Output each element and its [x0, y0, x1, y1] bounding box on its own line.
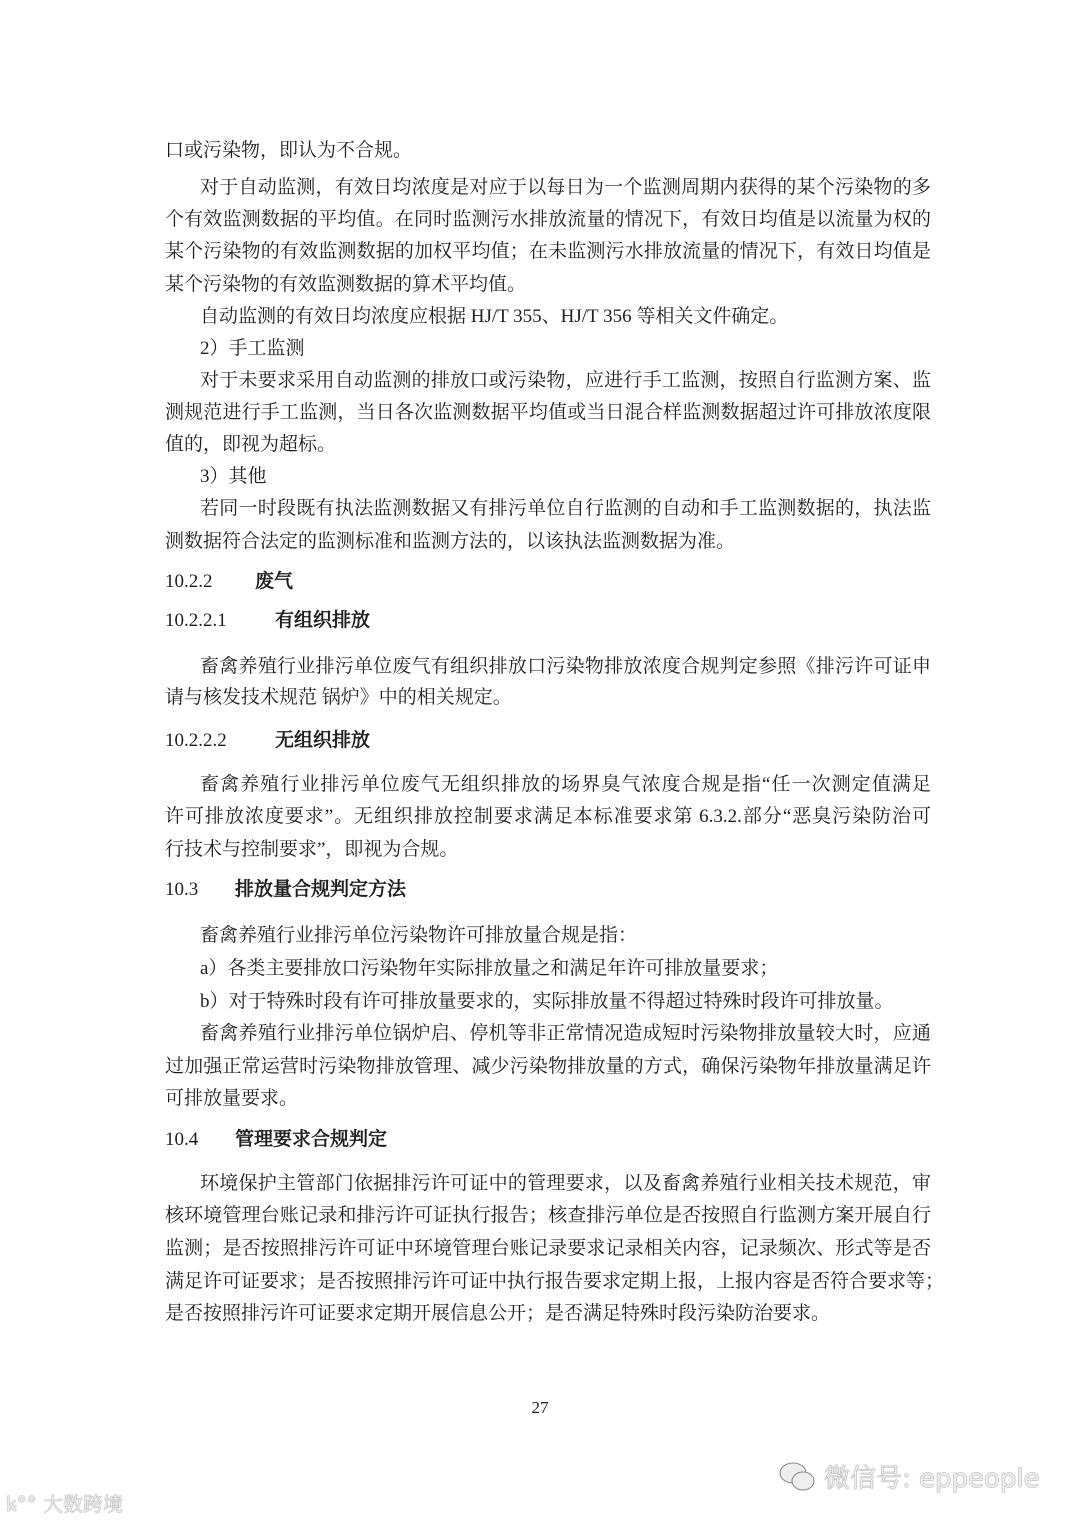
watermark-logo-icon: ꝃ°°: [6, 1492, 37, 1516]
section-number: 10.4: [165, 1129, 199, 1150]
text-line: 满足许可证要求；是否按照排污许可证中执行报告要求定期上报，上报内容是否符合要求等；: [165, 1271, 945, 1292]
text-line: 是否按照排污许可证要求定期开展信息公开；是否满足特殊时段污染防治要求。: [165, 1303, 831, 1324]
section-number: 10.2.2: [165, 571, 213, 592]
wechat-icon: [778, 1460, 818, 1494]
text-line: 3）其他: [200, 466, 267, 487]
watermark-left: [6, 1488, 123, 1517]
text-line: 可排放量要求。: [165, 1088, 299, 1109]
text-line: a）各类主要排放口污染物年实际排放量之和满足年许可排放量要求；: [200, 958, 779, 979]
text-line: 许可排放浓度要求”。无组织排放控制要求满足本标准要求第 6.3.2.部分“恶臭污染防治可: [165, 806, 931, 827]
text-line: 口或污染物，即认为不合规。: [165, 140, 413, 161]
section-heading: [165, 727, 931, 753]
text-line: 畜禽养殖行业排污单位污染物许可排放量合规是指：: [200, 925, 638, 946]
text-line: 畜禽养殖行业排污单位废气无组织排放的场界臭气浓度合规是指“任一次测定值满足: [200, 774, 931, 795]
text-line: 测数据符合法定的监测标准和监测方法的，以该执法监测数据为准。: [165, 531, 736, 552]
section-title: 管理要求合规判定: [235, 1128, 388, 1150]
section-heading: [165, 876, 931, 902]
watermark-left-text: 大数跨境: [43, 1492, 124, 1516]
text-line: 监测；是否按照排污许可证中环境管理台账记录要求记录相关内容，记录频次、形式等是否: [165, 1238, 931, 1259]
text-line: 行技术与控制要求”，即视为合规。: [165, 839, 459, 860]
text-line: 2）手工监测: [200, 338, 305, 359]
text-line: 值的，即视为超标。: [165, 434, 337, 455]
section-number: 10.2.2.2: [165, 730, 227, 751]
section-title: 排放量合规判定方法: [235, 878, 407, 900]
text-line: 请与核发技术规范 锅炉》中的相关规定。: [165, 687, 512, 708]
section-number: 10.2.2.1: [165, 610, 227, 631]
section-heading: [165, 568, 931, 594]
text-line: 若同一时段既有执法监测数据又有排污单位自行监测的自动和手工监测数据的，执法监: [200, 498, 931, 519]
text-line: 自动监测的有效日均浓度应根据 HJ/T 355、HJ/T 356 等相关文件确定。: [200, 306, 789, 327]
section-title: 废气: [255, 570, 294, 592]
section-title: 无组织排放: [275, 729, 371, 751]
section-number: 10.3: [165, 879, 199, 900]
watermark-right: [778, 1458, 1040, 1495]
text-line: 某个污染物的有效监测数据的算术平均值。: [165, 274, 527, 295]
section-heading: [165, 1126, 931, 1152]
text-line: 对于未要求采用自动监测的排放口或污染物，应进行手工监测，按照自行监测方案、监: [200, 370, 931, 391]
text-line: 测规范进行手工监测，当日各次监测数据平均值或当日混合样监测数据超过许可排放浓度限: [165, 402, 931, 423]
page-number: 27: [531, 1398, 549, 1417]
text-line: 对于自动监测，有效日均浓度是对应于以每日为一个监测周期内获得的某个污染物的多: [200, 177, 931, 198]
text-line: 核环境管理台账记录和排污许可证执行报告；核查排污单位是否按照自行监测方案开展自行: [165, 1205, 931, 1226]
watermark-right-text: 微信号: eppeople: [824, 1464, 1040, 1494]
text-line: 个有效监测数据的平均值。在同时监测污水排放流量的情况下，有效日均值是以流量为权的: [165, 209, 931, 230]
text-line: 环境保护主管部门依据排污许可证中的管理要求，以及畜禽养殖行业相关技术规范，审: [200, 1173, 931, 1194]
text-line: 某个污染物的有效监测数据的加权平均值；在未监测污水排放流量的情况下，有效日均值是: [165, 241, 931, 262]
text-line: 畜禽养殖行业排污单位废气有组织排放口污染物排放浓度合规判定参照《排污许可证申: [200, 656, 931, 677]
text-line: b）对于特殊时段有许可排放量要求的，实际排放量不得超过特殊时段许可排放量。: [200, 991, 894, 1012]
text-line: 畜禽养殖行业排污单位锅炉启、停机等非正常情况造成短时污染物排放量较大时，应通: [200, 1023, 931, 1044]
section-title: 有组织排放: [275, 609, 371, 631]
text-line: 过加强正常运营时污染物排放管理、减少污染物排放量的方式，确保污染物年排放量满足许: [165, 1056, 931, 1077]
section-heading: [165, 607, 931, 633]
